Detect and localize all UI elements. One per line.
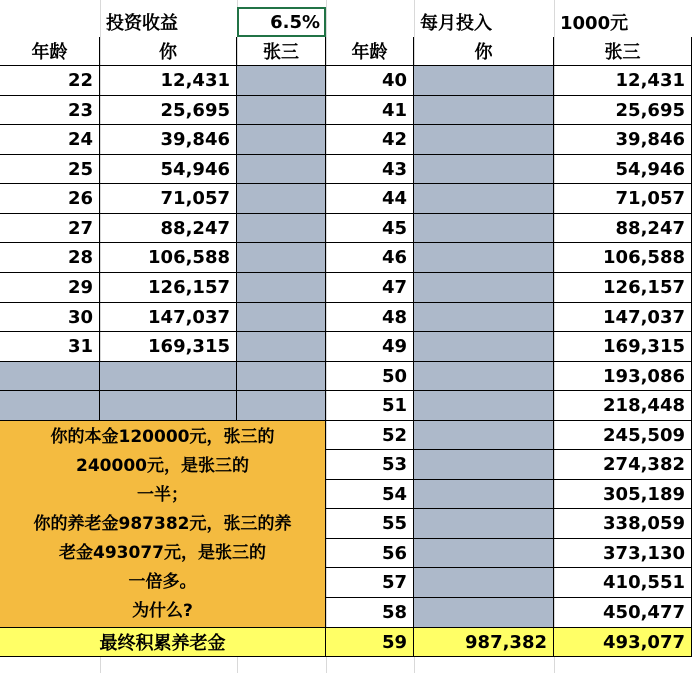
right-zhang-cell[interactable]: 54,946 xyxy=(554,155,692,184)
left-age-cell[interactable]: 30 xyxy=(0,303,100,332)
left-age-cell[interactable]: 29 xyxy=(0,273,100,303)
right-age-cell[interactable]: 45 xyxy=(326,214,414,243)
left-zhang-empty-cell[interactable] xyxy=(237,303,326,332)
right-age-cell[interactable]: 56 xyxy=(326,539,414,568)
right-age-cell[interactable]: 54 xyxy=(326,480,414,509)
right-you-empty-cell[interactable] xyxy=(414,391,554,421)
left-zhang-empty-cell[interactable] xyxy=(237,273,326,303)
col-header-zhang-left[interactable]: 张三 xyxy=(237,37,326,66)
final-age-cell[interactable]: 59 xyxy=(326,628,414,657)
left-zhang-empty-cell[interactable] xyxy=(237,96,326,125)
gray-empty-cell[interactable] xyxy=(237,362,326,391)
final-you-cell[interactable]: 987,382 xyxy=(414,628,554,657)
right-zhang-cell[interactable]: 245,509 xyxy=(554,421,692,450)
final-label-cell[interactable]: 最终积累养老金 xyxy=(0,628,326,657)
col-header-you-left[interactable]: 你 xyxy=(100,37,237,66)
left-age-cell[interactable]: 27 xyxy=(0,214,100,243)
gray-empty-cell[interactable] xyxy=(0,362,100,391)
right-age-cell[interactable]: 43 xyxy=(326,155,414,184)
right-age-cell[interactable]: 49 xyxy=(326,332,414,362)
note-line: 240000元，是张三的 xyxy=(76,455,249,476)
right-zhang-cell[interactable]: 25,695 xyxy=(554,96,692,125)
right-you-empty-cell[interactable] xyxy=(414,273,554,303)
right-age-cell[interactable]: 52 xyxy=(326,421,414,450)
col-header-age-right[interactable]: 年龄 xyxy=(326,37,414,66)
right-you-empty-cell[interactable] xyxy=(414,509,554,539)
right-you-empty-cell[interactable] xyxy=(414,303,554,332)
right-you-empty-cell[interactable] xyxy=(414,243,554,273)
right-you-empty-cell[interactable] xyxy=(414,96,554,125)
right-zhang-cell[interactable]: 71,057 xyxy=(554,184,692,214)
right-zhang-cell[interactable]: 274,382 xyxy=(554,450,692,480)
left-zhang-empty-cell[interactable] xyxy=(237,214,326,243)
right-age-cell[interactable]: 41 xyxy=(326,96,414,125)
left-age-cell[interactable]: 22 xyxy=(0,66,100,96)
rate-value-cell[interactable]: 6.5% xyxy=(237,7,326,37)
right-zhang-cell[interactable]: 305,189 xyxy=(554,480,692,509)
right-you-empty-cell[interactable] xyxy=(414,362,554,391)
rate-label[interactable]: 投资收益 xyxy=(106,13,178,34)
right-you-empty-cell[interactable] xyxy=(414,598,554,628)
right-zhang-cell[interactable]: 193,086 xyxy=(554,362,692,391)
right-zhang-cell[interactable]: 39,846 xyxy=(554,125,692,155)
explanation-note[interactable] xyxy=(0,421,326,628)
gray-empty-cell[interactable] xyxy=(100,391,237,421)
right-zhang-cell[interactable]: 218,448 xyxy=(554,391,692,421)
right-you-empty-cell[interactable] xyxy=(414,125,554,155)
right-age-cell[interactable]: 51 xyxy=(326,391,414,421)
right-age-cell[interactable]: 55 xyxy=(326,509,414,539)
left-you-cell[interactable]: 12,431 xyxy=(100,66,237,96)
monthly-value[interactable]: 1000元 xyxy=(560,13,629,34)
right-zhang-cell[interactable]: 410,551 xyxy=(554,568,692,598)
right-age-cell[interactable]: 44 xyxy=(326,184,414,214)
right-age-cell[interactable]: 48 xyxy=(326,303,414,332)
left-you-cell[interactable]: 54,946 xyxy=(100,155,237,184)
left-you-cell[interactable]: 126,157 xyxy=(100,273,237,303)
left-you-cell[interactable]: 169,315 xyxy=(100,332,237,362)
right-you-empty-cell[interactable] xyxy=(414,480,554,509)
right-zhang-cell[interactable]: 450,477 xyxy=(554,598,692,628)
right-zhang-cell[interactable]: 338,059 xyxy=(554,509,692,539)
left-zhang-empty-cell[interactable] xyxy=(237,332,326,362)
right-zhang-cell[interactable]: 126,157 xyxy=(554,273,692,303)
left-you-cell[interactable]: 25,695 xyxy=(100,96,237,125)
note-line: 老金493077元，是张三的 xyxy=(59,542,266,563)
right-you-empty-cell[interactable] xyxy=(414,184,554,214)
left-zhang-empty-cell[interactable] xyxy=(237,155,326,184)
left-age-cell[interactable]: 31 xyxy=(0,332,100,362)
col-header-zhang-right[interactable]: 张三 xyxy=(554,37,692,66)
left-age-cell[interactable]: 28 xyxy=(0,243,100,273)
right-age-cell[interactable]: 40 xyxy=(326,66,414,96)
right-you-empty-cell[interactable] xyxy=(414,539,554,568)
right-zhang-cell[interactable]: 106,588 xyxy=(554,243,692,273)
right-age-cell[interactable]: 58 xyxy=(326,598,414,628)
note-line: 一倍多。 xyxy=(128,571,197,592)
right-zhang-cell[interactable]: 12,431 xyxy=(554,66,692,96)
note-line: 一半； xyxy=(137,484,188,505)
right-you-empty-cell[interactable] xyxy=(414,332,554,362)
header-empty-cell[interactable] xyxy=(326,7,414,37)
left-age-cell[interactable]: 25 xyxy=(0,155,100,184)
monthly-label[interactable]: 每月投入 xyxy=(420,13,492,34)
col-header-you-right[interactable]: 你 xyxy=(414,37,554,66)
right-age-cell[interactable]: 42 xyxy=(326,125,414,155)
right-you-empty-cell[interactable] xyxy=(414,66,554,96)
final-zhang-cell[interactable]: 493,077 xyxy=(554,628,692,657)
gray-empty-cell[interactable] xyxy=(100,362,237,391)
col-header-age-left[interactable]: 年龄 xyxy=(0,37,100,66)
gray-empty-cell[interactable] xyxy=(237,391,326,421)
right-zhang-cell[interactable]: 373,130 xyxy=(554,539,692,568)
left-you-cell[interactable]: 106,588 xyxy=(100,243,237,273)
left-age-cell[interactable]: 26 xyxy=(0,184,100,214)
left-you-cell[interactable]: 88,247 xyxy=(100,214,237,243)
left-zhang-empty-cell[interactable] xyxy=(237,243,326,273)
left-age-cell[interactable]: 24 xyxy=(0,125,100,155)
right-you-empty-cell[interactable] xyxy=(414,568,554,598)
right-zhang-cell[interactable]: 147,037 xyxy=(554,303,692,332)
right-you-empty-cell[interactable] xyxy=(414,421,554,450)
right-you-empty-cell[interactable] xyxy=(414,155,554,184)
left-you-cell[interactable]: 147,037 xyxy=(100,303,237,332)
right-you-empty-cell[interactable] xyxy=(414,214,554,243)
right-age-cell[interactable]: 57 xyxy=(326,568,414,598)
right-age-cell[interactable]: 53 xyxy=(326,450,414,480)
right-age-cell[interactable]: 47 xyxy=(326,273,414,303)
right-zhang-cell[interactable]: 169,315 xyxy=(554,332,692,362)
gray-empty-cell[interactable] xyxy=(0,391,100,421)
right-zhang-cell[interactable]: 88,247 xyxy=(554,214,692,243)
right-age-cell[interactable]: 46 xyxy=(326,243,414,273)
right-age-cell[interactable]: 50 xyxy=(326,362,414,391)
right-you-empty-cell[interactable] xyxy=(414,450,554,480)
left-you-cell[interactable]: 71,057 xyxy=(100,184,237,214)
note-line: 你的养老金987382元，张三的养 xyxy=(33,513,292,534)
note-line: 为什么? xyxy=(132,600,193,621)
left-zhang-empty-cell[interactable] xyxy=(237,125,326,155)
left-you-cell[interactable]: 39,846 xyxy=(100,125,237,155)
left-zhang-empty-cell[interactable] xyxy=(237,66,326,96)
header-empty-cell[interactable] xyxy=(0,7,100,37)
left-zhang-empty-cell[interactable] xyxy=(237,184,326,214)
left-age-cell[interactable]: 23 xyxy=(0,96,100,125)
note-line: 你的本金120000元，张三的 xyxy=(50,426,275,447)
